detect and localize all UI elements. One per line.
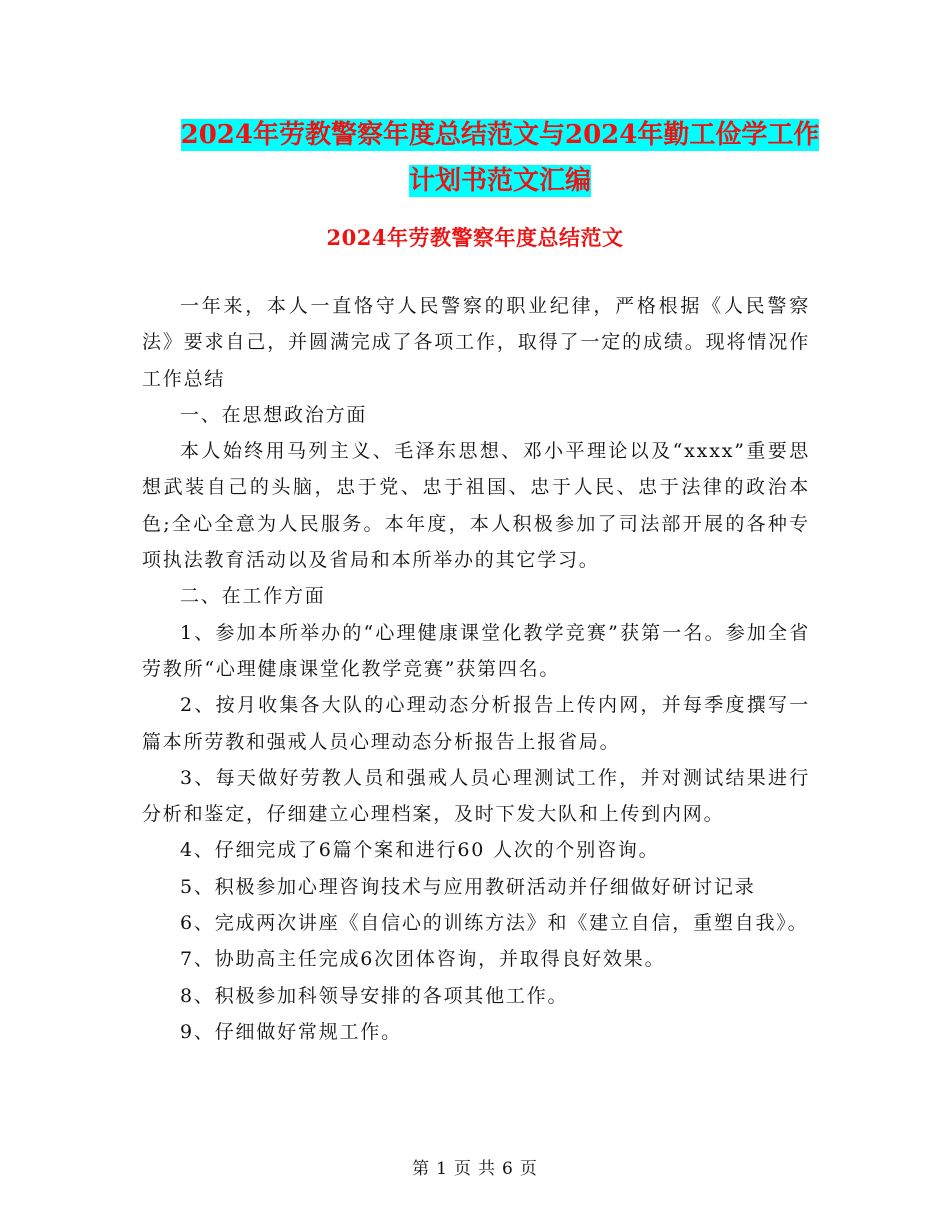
footer-page-suffix: 页 — [519, 1159, 538, 1179]
paragraph: 一年来，本人一直恪守人民警察的职业纪律，严格根据《人民警察法》要求自己，并圆满完成了各项工作，取得了一定的成绩。现将情况作工作总结 — [142, 295, 810, 390]
page-footer — [0, 1154, 950, 1179]
paragraph: 6、完成两次讲座《自信心的训练方法》和《建立自信，重塑自我》。 — [180, 912, 809, 935]
footer-total-pages: 6 — [502, 1159, 514, 1179]
paragraph: 8、积极参加科领导安排的各项其他工作。 — [180, 984, 569, 1007]
paragraph: 5、积极参加心理咨询技术与应用教研活动并仔细做好研讨记录 — [180, 875, 756, 898]
paragraph: 本人始终用马列主义、毛泽东思想、邓小平理论以及“xxxx”重要思想武装自己的头脑，忠于党、忠于祖国、忠于人民、忠于法律的政治本色;全心全意为人民服务。本年度，本人积极参加了司法部开展的各种专项执法教育活动以及省局和本所举办的其它学习。 — [142, 440, 810, 572]
paragraph: 1、参加本所举办的“心理健康课堂化教学竞赛”获第一名。参加全省劳教所“心理健康课堂化教学竞赛”获第四名。 — [142, 621, 810, 680]
paragraph: 一、在思想政治方面 — [180, 403, 368, 426]
paragraph: 7、协助高主任完成6次团体咨询，并取得良好效果。 — [180, 948, 666, 971]
paragraph: 9、仔细做好常规工作。 — [180, 1020, 402, 1043]
footer-page-prefix: 第 — [412, 1159, 431, 1179]
title-line-1: 2024年劳教警察年度总结范文与2024年勤工俭学工作 — [180, 120, 820, 150]
paragraph: 4、仔细完成了6篇个案和进行60 人次的个别咨询。 — [180, 839, 660, 862]
paragraph: 3、每天做好劳教人员和强戒人员心理测试工作，并对测试结果进行分析和鉴定，仔细建立心理档案，及时下发大队和上传到内网。 — [142, 766, 810, 826]
body-text — [142, 288, 810, 1050]
footer-total-label: 共 — [478, 1159, 496, 1179]
paragraph: 二、在工作方面 — [180, 585, 326, 608]
footer-page-number: 1 — [436, 1159, 448, 1179]
title-line-2: 计划书范文汇编 — [408, 166, 591, 196]
footer-page-mid: 页 — [454, 1159, 472, 1179]
section-title: 2024年劳教警察年度总结范文 — [326, 225, 624, 250]
paragraph: 2、按月收集各大队的心理动态分析报告上传内网，并每季度撰写一篇本所劳教和强戒人员心理动态分析报告上报省局。 — [142, 694, 810, 753]
document-title — [150, 112, 850, 204]
